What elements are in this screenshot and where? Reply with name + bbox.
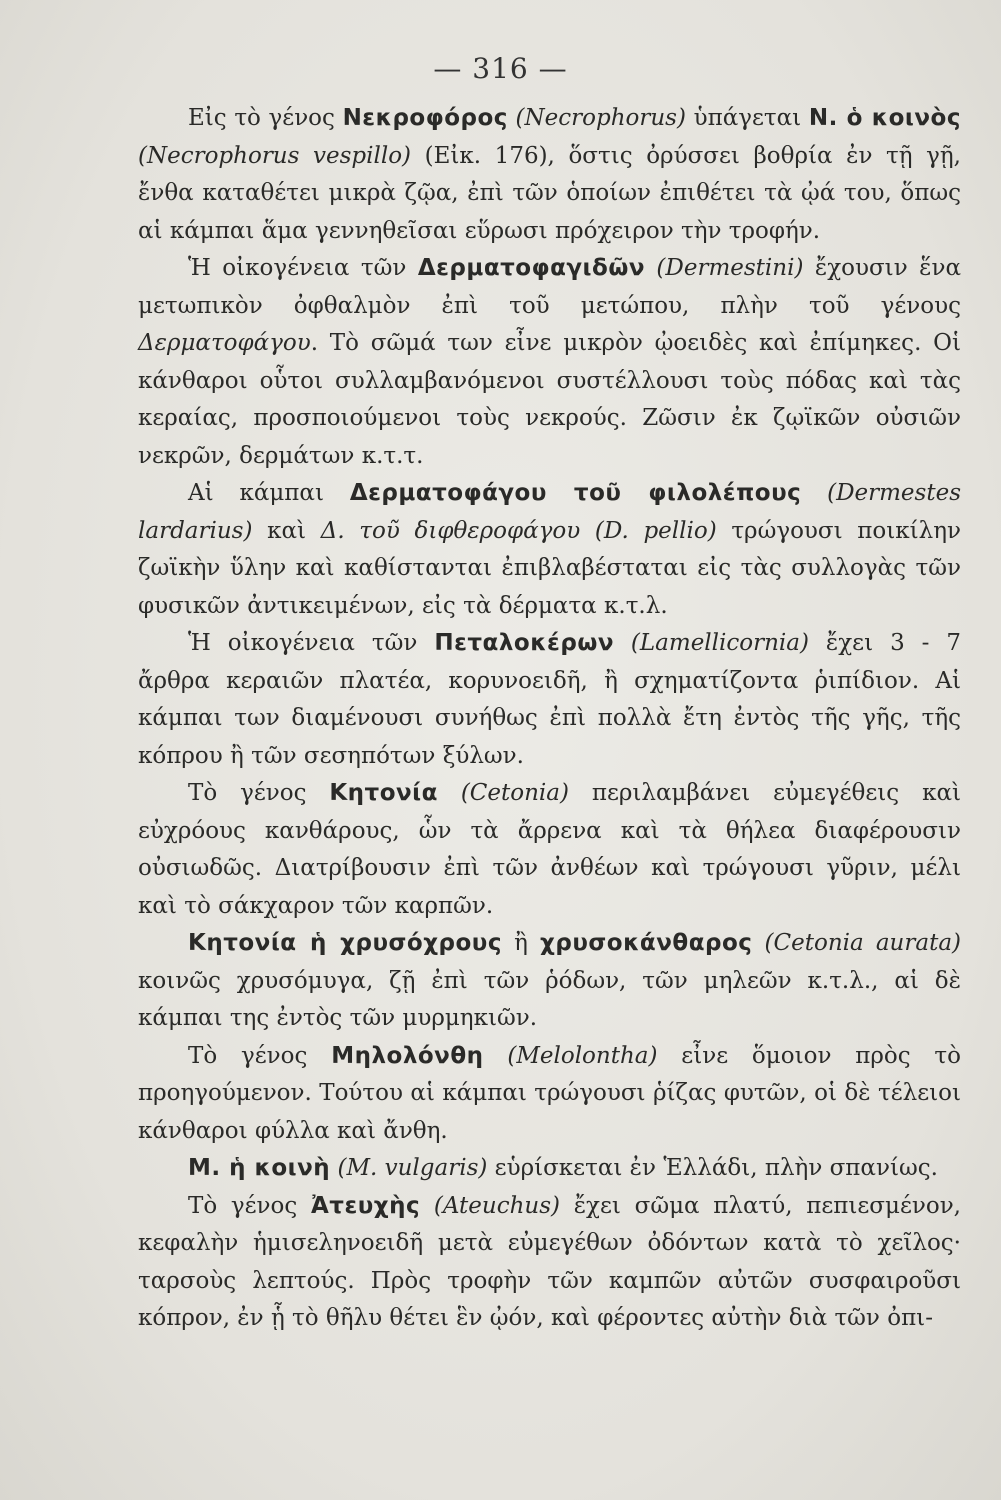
text-run: . Τὸ σῶμά των εἶνε μικρὸν ᾠοειδὲς καὶ ἐπίμηκες. Οἱ κάνθαροι οὗτοι συλλαμβανόμενοι συστέλλουσι τοὺς πόδας καὶ τὰς κεραίας, προσποιούμενοι τοὺς νεκρούς. Ζῶσιν ἐκ ζῳϊκῶν οὐσιῶν νεκρῶν, δερμάτων κ.τ.τ. (138, 330, 961, 469)
page-number: — 316 — (433, 52, 568, 85)
paragraph-lamellicornia (138, 625, 961, 775)
text-run: ἔχει 3 - 7 ἄρθρα κεραιῶν πλατέα, κορυνοειδῆ, ἢ σχηματίζοντα ῥιπίδιον. Αἱ κάμπαι των διαμένουσι συνήθως ἐπὶ πολλὰ ἔτη ἐντὸς τῆς γῆς, τῆς κόπρου ἢ τῶν σεσηπότων ξύλων. (138, 630, 961, 769)
bold-term: Μ. ἡ κοινὴ (188, 1155, 331, 1181)
text-run: εἶνε ὅμοιον πρὸς τὸ προηγούμενον. Τούτου αἱ κάμπαι τρώγουσι ῥίζας φυτῶν, οἱ δὲ τέλειοι κάνθαροι φύλλα καὶ ἄνθη. (138, 1042, 961, 1144)
body-text (138, 100, 961, 1338)
text-run: καὶ (267, 517, 321, 544)
latin-term: Δερματοφάγου (138, 330, 311, 356)
text-run: Τὸ γένος (188, 1192, 311, 1219)
bold-term: Δερματοφαγιδῶν (417, 255, 645, 281)
paragraph-dermestini (138, 250, 961, 475)
paragraph-melolontha (138, 1038, 961, 1151)
bold-term: Κητονία ἡ χρυσόχρους (188, 930, 502, 956)
latin-term: (Dermestini) (644, 255, 815, 281)
text-run: τρώγουσι ποικίλην ζωϊκὴν ὕλην καὶ καθίστανται ἐπιβλαβέσταται εἰς τὰς συλλογὰς τῶν φυσικῶν ἀντικειμένων, εἰς τὰ δέρματα κ.τ.λ. (138, 517, 961, 619)
latin-term: Δ. τοῦ διφθεροφάγου (D. pellio) (320, 517, 717, 544)
text-run: (Εἰκ. 176), ὅστις ὀρύσσει βοθρία ἐν τῇ γῇ, ἔνθα καταθέτει μικρὰ ζῷα, ἐπὶ τῶν ὁποίων ἐπιθέτει τὰ ᾠά του, ὅπως αἱ κάμπαι ἅμα γεννηθεῖσαι εὕρωσι πρόχειρον τὴν τροφήν. (138, 142, 961, 244)
text-run: εὑρίσκεται ἐν Ἑλλάδι, πλὴν σπανίως. (494, 1155, 938, 1181)
text-run: ὑπάγεται (693, 105, 809, 131)
text-run: ἔχει σῶμα πλατύ, πεπιεσμένον, κεφαλὴν ἡμισεληνοειδῆ μετὰ εὐμεγέθων ὀδόντων κατὰ τὸ χεῖλος· ταρσοὺς λεπτούς. Πρὸς τροφὴν τῶν καμπῶν αὐτῶν συσφαιροῦσι κόπρον, ἐν ᾗ τὸ θῆλυ θέτει ἓν ᾠόν, καὶ φέροντες αὐτὴν διὰ τῶν ὀπι- (138, 1192, 961, 1331)
paragraph-melolontha-vulgaris (138, 1150, 961, 1188)
latin-term: (Ateuchus) (420, 1192, 574, 1219)
latin-term: (Necrophorus vespillo) (138, 142, 425, 169)
paragraph-ateuchus (138, 1188, 961, 1338)
latin-term: (Cetonia) (437, 780, 592, 806)
bold-term: Κητονία (329, 780, 438, 806)
bold-term: Νεκροφόρος (342, 105, 508, 131)
text-run: ἔχουσιν ἕνα μετωπικὸν ὀφθαλμὸν ἐπὶ τοῦ μετώπου, πλὴν τοῦ γένους (138, 255, 961, 319)
text-run: Ἡ οἰκογένεια τῶν (188, 255, 418, 281)
text-run: Τὸ γένος (188, 780, 330, 806)
latin-term: (Melolontha) (483, 1042, 682, 1069)
latin-term: (Cetonia aurata) (752, 930, 962, 956)
bold-term: Ἀτευχὴς (310, 1192, 421, 1219)
paragraph-cetonia (138, 775, 961, 925)
text-run: Ἡ οἰκογένεια τῶν (188, 630, 435, 656)
paragraph-necrophorus (138, 100, 961, 250)
latin-term: (M. vulgaris) (330, 1155, 495, 1181)
bold-term: Μηλολόνθη (331, 1042, 484, 1069)
latin-term: (Necrophorus) (507, 105, 694, 131)
latin-term: (Lamellicornia) (613, 630, 826, 656)
paragraph-cetonia-aurata (138, 925, 961, 1038)
bold-term: χρυσοκάνθαρος (540, 930, 753, 956)
latin-term: (Dermestes lardarius) (138, 480, 961, 544)
bold-term: Ν. ὁ κοινὸς (808, 105, 961, 131)
text-run: ἢ (501, 930, 541, 956)
text-run: Εἰς τὸ γένος (188, 105, 343, 131)
text-run: Αἱ κάμπαι (188, 480, 350, 506)
bold-term: Πεταλοκέρων (434, 630, 614, 656)
bold-term: Δερματοφάγου τοῦ φιλολέπους (349, 480, 802, 506)
text-run: Τὸ γένος (188, 1042, 332, 1069)
text-run: περιλαμβάνει εὐμεγέθεις καὶ εὐχρόους κανθάρους, ὧν τὰ ἄρρενα καὶ τὰ θήλεα διαφέρουσιν οὐσιωδῶς. Διατρίβουσιν ἐπὶ τῶν ἀνθέων καὶ τρώγουσι γῦριν, μέλι καὶ τὸ σάκχαρον τῶν καρπῶν. (138, 780, 961, 919)
text-run: κοινῶς χρυσόμυγα, ζῇ ἐπὶ τῶν ῥόδων, τῶν μηλεῶν κ.τ.λ., αἱ δὲ κάμπαι της ἐντὸς τῶν μυρμηκιῶν. (138, 967, 961, 1031)
paragraph-dermestes (138, 475, 961, 625)
